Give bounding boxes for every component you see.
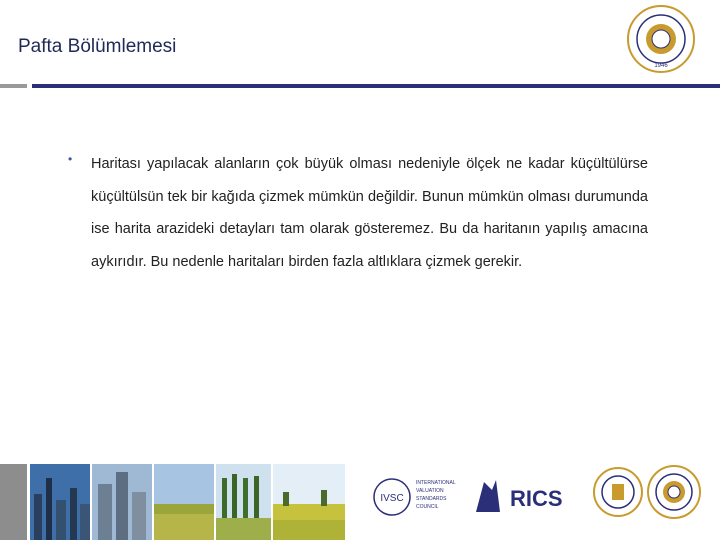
field-photo <box>154 464 214 540</box>
footer-left-tile <box>0 464 27 540</box>
university-seal-logo-footer <box>646 464 702 520</box>
seal-year: 1946 <box>654 63 668 69</box>
university-seal-logo <box>626 4 696 74</box>
city-photo-1 <box>30 464 90 540</box>
bullet-marker: • <box>68 152 73 166</box>
ivsc-abbr: IVSC <box>380 493 404 504</box>
ivsc-line-4: COUNCIL <box>416 504 439 510</box>
ivsc-line-1: INTERNATIONAL <box>416 480 456 486</box>
header-divider-gray <box>0 84 27 88</box>
countryside-photo <box>273 464 345 540</box>
ivsc-line-3: STANDARDS <box>416 496 447 502</box>
ivsc-emblem-icon <box>370 472 462 522</box>
rics-lion-icon <box>476 480 500 512</box>
ivsc-logo <box>370 472 462 522</box>
page-title: Pafta Bölümlemesi <box>18 36 177 57</box>
city-photo-2 <box>92 464 152 540</box>
rics-text: RICS <box>510 486 563 511</box>
bullet-text: Haritası yapılacak alanların çok büyük olması nedeniyle ölçek ne kadar küçültülürse küçültülsün tek bir kağıda çizmek mümkün değildir. Bunun mümkün olması durumunda ise harita arazideki detayları tam olarak gösteremez. Bu da haritanın yapılış amacına aykırıdır. Bu nedenle haritaları birden fazla altlıklara çizmek gerekir. <box>91 156 648 270</box>
rics-logo <box>470 472 578 522</box>
tree-row-photo <box>216 464 271 540</box>
ivsc-line-2: VALUATION <box>416 488 444 494</box>
faculty-seal-logo <box>592 466 644 518</box>
bullet-item <box>68 148 648 278</box>
header-divider-navy <box>32 84 720 88</box>
